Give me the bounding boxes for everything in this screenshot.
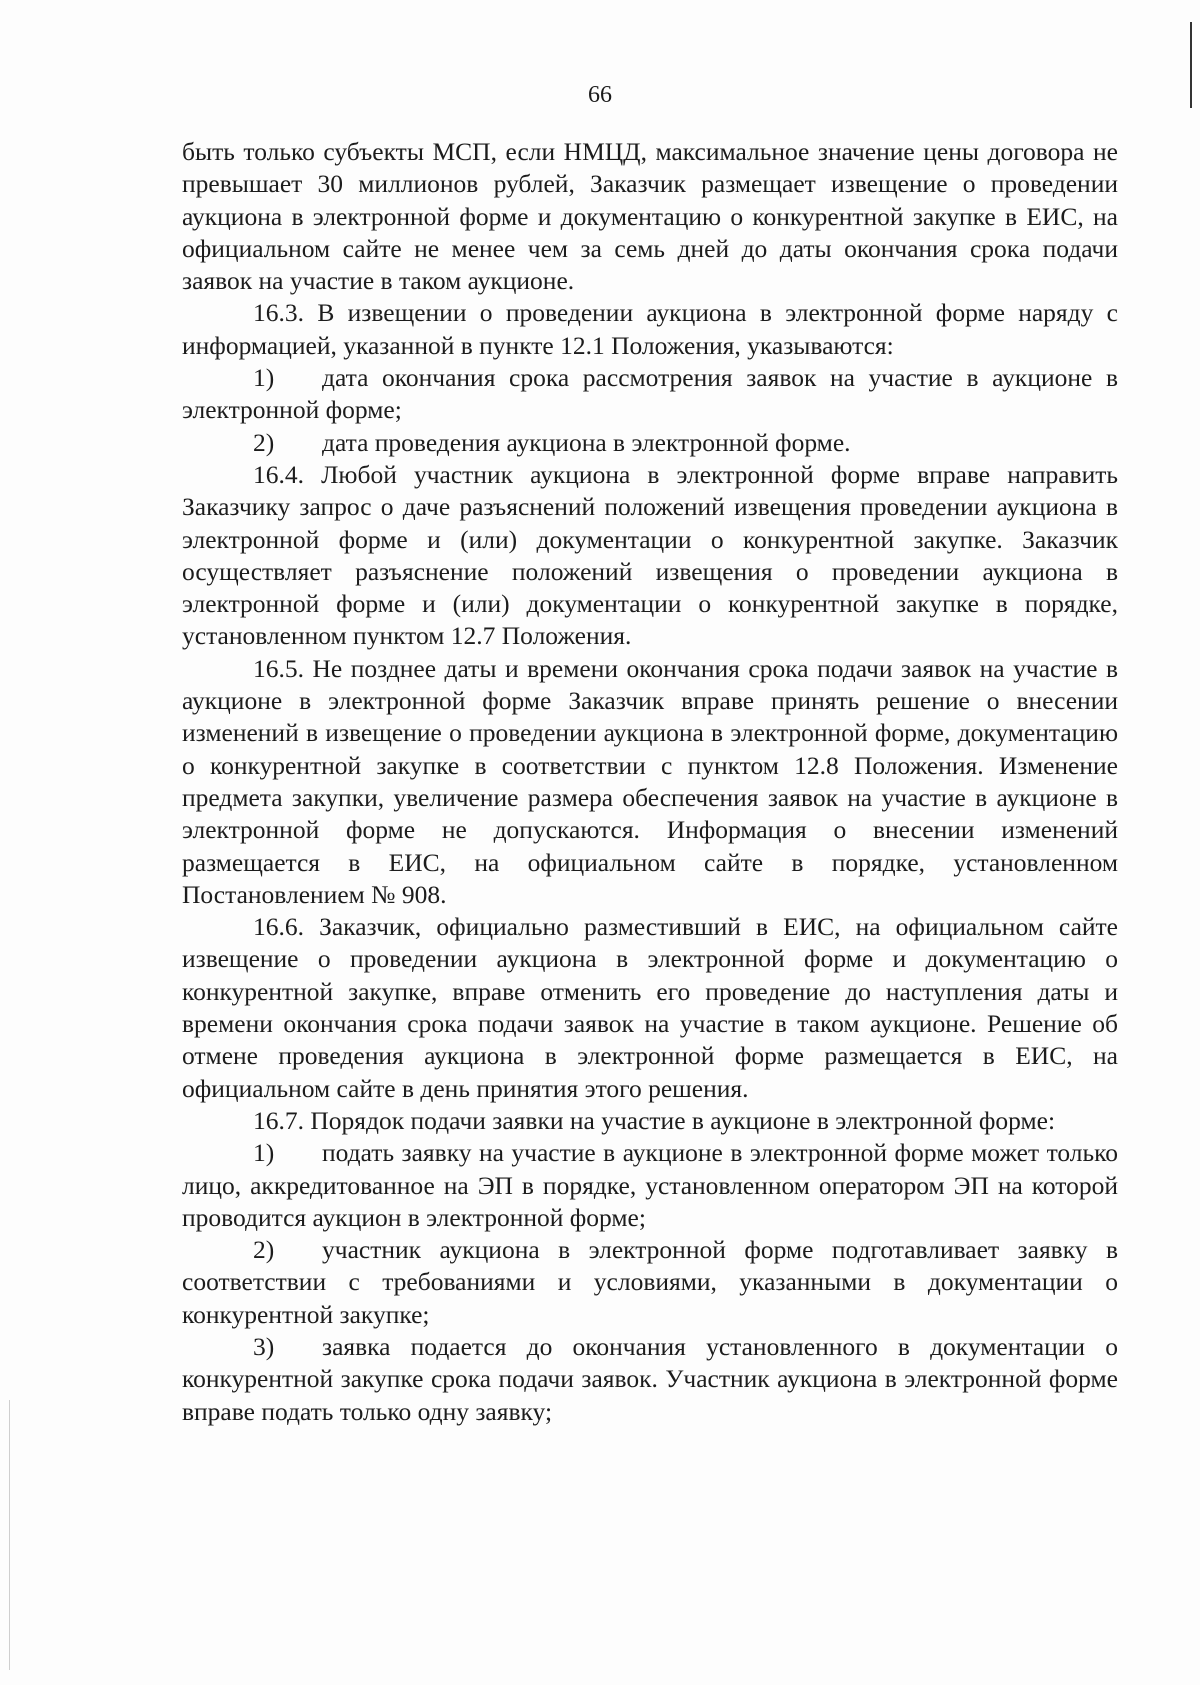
list-item <box>182 362 1118 427</box>
list-item-text: подать заявку на участие в аукционе в электронной форме может только лицо, аккредитованное на ЭП в порядке, установленном оператором ЭП на которой проводится аукцион в электронной форме; <box>182 1138 1118 1232</box>
paragraph-16-3: 16.3. В извещении о проведении аукциона в электронной форме наряду с информацией, указанной в пункте 12.1 Положения, указываются: <box>182 298 1118 360</box>
list-item-number: 1) <box>253 1138 275 1168</box>
paragraph-continuation: быть только субъекты МСП, если НМЦД, максимальное значение цены договора не превышает 30 миллионов рублей, Заказчик размещает извещение о проведении аукциона в электронной форме и документацию о конкурентной закупке в ЕИС, на официальном сайте не менее чем за семь дней до даты окончания срока подачи заявок на участие в таком аукционе. <box>182 137 1118 296</box>
paragraph-16-6: 16.6. Заказчик, официально разместивший в ЕИС, на официальном сайте извещение о проведении аукциона в электронной форме и документацию о конкурентной закупке, вправе отменить его проведение до наступления даты и времени окончания срока подачи заявок на участие в таком аукционе. Решение об отмене проведения аукциона в электронной форме размещается в ЕИС, на официальном сайте в день принятия этого решения. <box>182 912 1118 1103</box>
list-item-number: 3) <box>253 1331 275 1361</box>
paragraph-16-7: 16.7. Порядок подачи заявки на участие в аукционе в электронной форме: <box>253 1105 1056 1135</box>
list-item-text: участник аукциона в электронной форме подготавливает заявку в соответствии с требованиями и условиями, указанными в документации о конкурентной закупке; <box>182 1235 1118 1329</box>
paragraph-16-4: 16.4. Любой участник аукциона в электронной форме вправе направить Заказчику запрос о даче разъяснений положений извещения проведении аукциона в электронной форме и (или) документации о конкурентной закупке. Заказчик осуществляет разъяснение положений извещения о проведении аукциона в электронной форме и (или) документации о конкурентной закупке в порядке, установленном пунктом 12.7 Положения. <box>182 459 1118 651</box>
list-item <box>182 1234 1118 1331</box>
list-item-text: дата проведения аукциона в электронной форме. <box>322 427 851 457</box>
list-item-text: дата окончания срока рассмотрения заявок на участие в аукционе в электронной форме; <box>182 363 1118 425</box>
list-item-number: 1) <box>253 363 275 393</box>
list-item-number: 2) <box>253 427 275 457</box>
paragraph-16-5: 16.5. Не позднее даты и времени окончания срока подачи заявок на участие в аукционе в электронной форме Заказчик вправе принять решение о внесении изменений в извещение о проведении аукциона в электронной форме, документацию о конкурентной закупке в соответствии с пунктом 12.8 Положения. Изменение предмета закупки, увеличение размера обеспечения заявок на участие в аукционе в электронной форме не допускаются. Информация о внесении изменений размещается в ЕИС, на официальном сайте в порядке, установленном Постановлением № 908. <box>182 653 1118 909</box>
list-item-number: 2) <box>253 1235 275 1265</box>
scan-edge-line <box>9 1400 10 1670</box>
list-item <box>182 427 1118 459</box>
page-number: 66 <box>588 82 612 108</box>
list-item <box>182 1331 1118 1428</box>
document-body <box>182 136 1118 1428</box>
list-item <box>182 1137 1118 1234</box>
list-item-text: заявка подается до окончания установленного в документации о конкурентной закупке срока подачи заявок. Участник аукциона в электронной форме вправе подать только одну заявку; <box>182 1331 1118 1426</box>
